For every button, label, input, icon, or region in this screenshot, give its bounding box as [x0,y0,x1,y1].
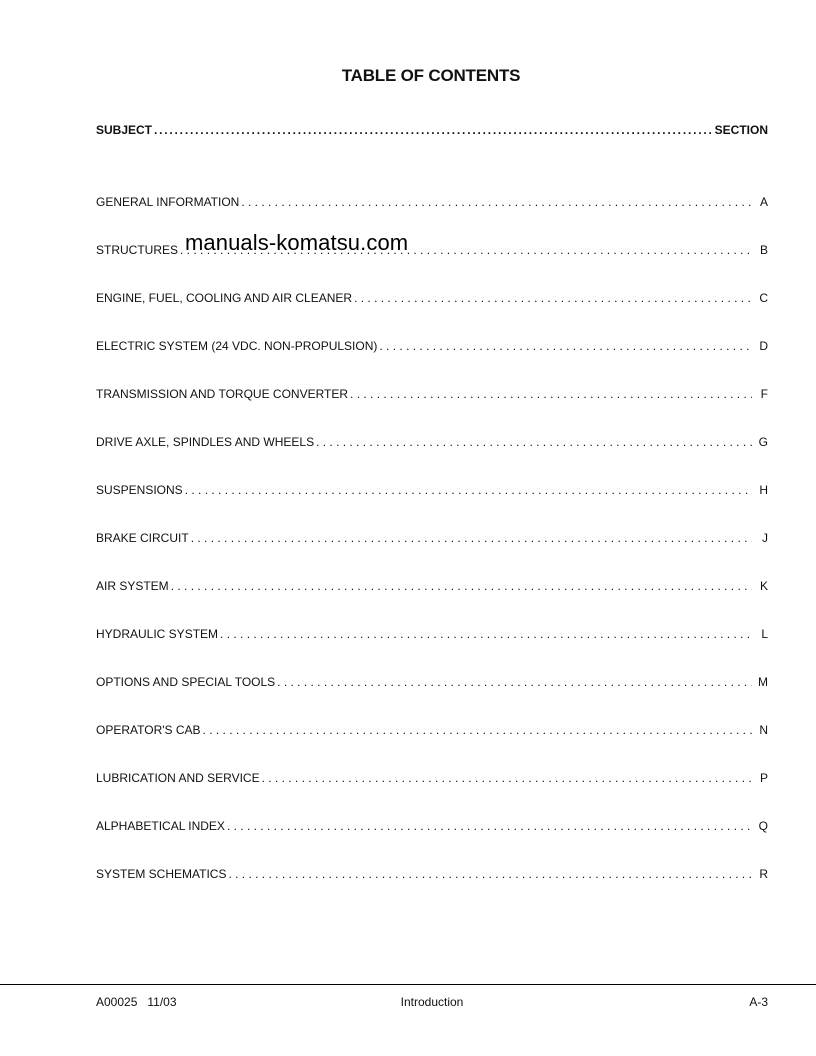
toc-entry-section: F [760,387,768,401]
toc-entry-label: GENERAL INFORMATION [96,195,240,209]
dot-leader [191,531,752,545]
toc-entry-label: OPERATOR'S CAB [96,723,201,737]
toc-entry-section: C [759,291,768,305]
dot-leader [241,195,752,209]
footer-doc-code: A00025 [96,995,138,1009]
toc-entry-label: TRANSMISSION AND TORQUE CONVERTER [96,387,349,401]
dot-leader [220,627,752,641]
toc-entry-section: N [759,723,768,737]
toc-entry-label: SUSPENSIONS [96,483,183,497]
dot-leader [354,291,752,305]
dot-leader [228,867,752,881]
toc-entry-section: D [759,339,768,353]
toc-entry-section: P [759,771,768,785]
toc-entry-label: BRAKE CIRCUIT [96,531,189,545]
dot-leader [262,771,752,785]
toc-entry-section: H [759,483,768,497]
toc-entry[interactable] [96,483,768,531]
toc-entry-section: B [759,243,768,257]
toc-entry[interactable] [96,723,768,771]
toc-entry-label: DRIVE AXLE, SPINDLES AND WHEELS [96,435,315,449]
dot-leader [316,435,752,449]
toc-entry-section: A [759,195,768,209]
toc-entry[interactable] [96,387,768,435]
toc-entry-section: G [758,435,768,449]
toc-entry-label: ELECTRIC SYSTEM (24 VDC. NON-PROPULSION) [96,339,378,353]
dot-leader [154,123,713,137]
toc-entry-label: OPTIONS AND SPECIAL TOOLS [96,675,276,689]
dot-leader [277,675,752,689]
dot-leader [171,579,752,593]
dot-leader [203,723,752,737]
toc-list [96,195,768,915]
section-heading: SECTION [714,123,768,137]
footer-chapter: Introduction [400,995,464,1009]
toc-entry-section: R [759,867,768,881]
toc-entry-section: Q [758,819,768,833]
toc-entry[interactable] [96,675,768,723]
page-title: TABLE OF CONTENTS [341,66,521,85]
toc-entry-label: AIR SYSTEM [96,579,169,593]
toc-entry-label: LUBRICATION AND SERVICE [96,771,260,785]
toc-entry-label: HYDRAULIC SYSTEM [96,627,219,641]
dot-leader [350,387,752,401]
toc-entry-label: ALPHABETICAL INDEX [96,819,225,833]
toc-entry[interactable] [96,531,768,579]
dot-leader [227,819,752,833]
footer-divider [0,984,816,985]
toc-entry[interactable] [96,435,768,483]
toc-entry[interactable] [96,291,768,339]
toc-entry-section: M [758,675,768,689]
toc-entry-label: ENGINE, FUEL, COOLING AND AIR CLEANER [96,291,353,305]
subject-heading: SUBJECT [96,123,153,137]
toc-entry[interactable] [96,771,768,819]
footer-date: 11/03 [147,995,177,1009]
toc-entry[interactable] [96,867,768,915]
toc-entry-section: K [759,579,768,593]
toc-entry-section: J [762,531,768,545]
toc-entry-label: STRUCTURES [96,243,179,257]
toc-entry[interactable] [96,579,768,627]
dot-leader [379,339,752,353]
footer-page-number: A-3 [749,995,768,1009]
toc-entry[interactable] [96,819,768,867]
watermark-text: manuals-komatsu.com [185,230,409,255]
toc-entry-section: L [761,627,768,641]
toc-entry[interactable] [96,627,768,675]
toc-entry-label: SYSTEM SCHEMATICS [96,867,227,881]
toc-header [96,123,768,137]
toc-entry[interactable] [96,339,768,387]
dot-leader [185,483,752,497]
